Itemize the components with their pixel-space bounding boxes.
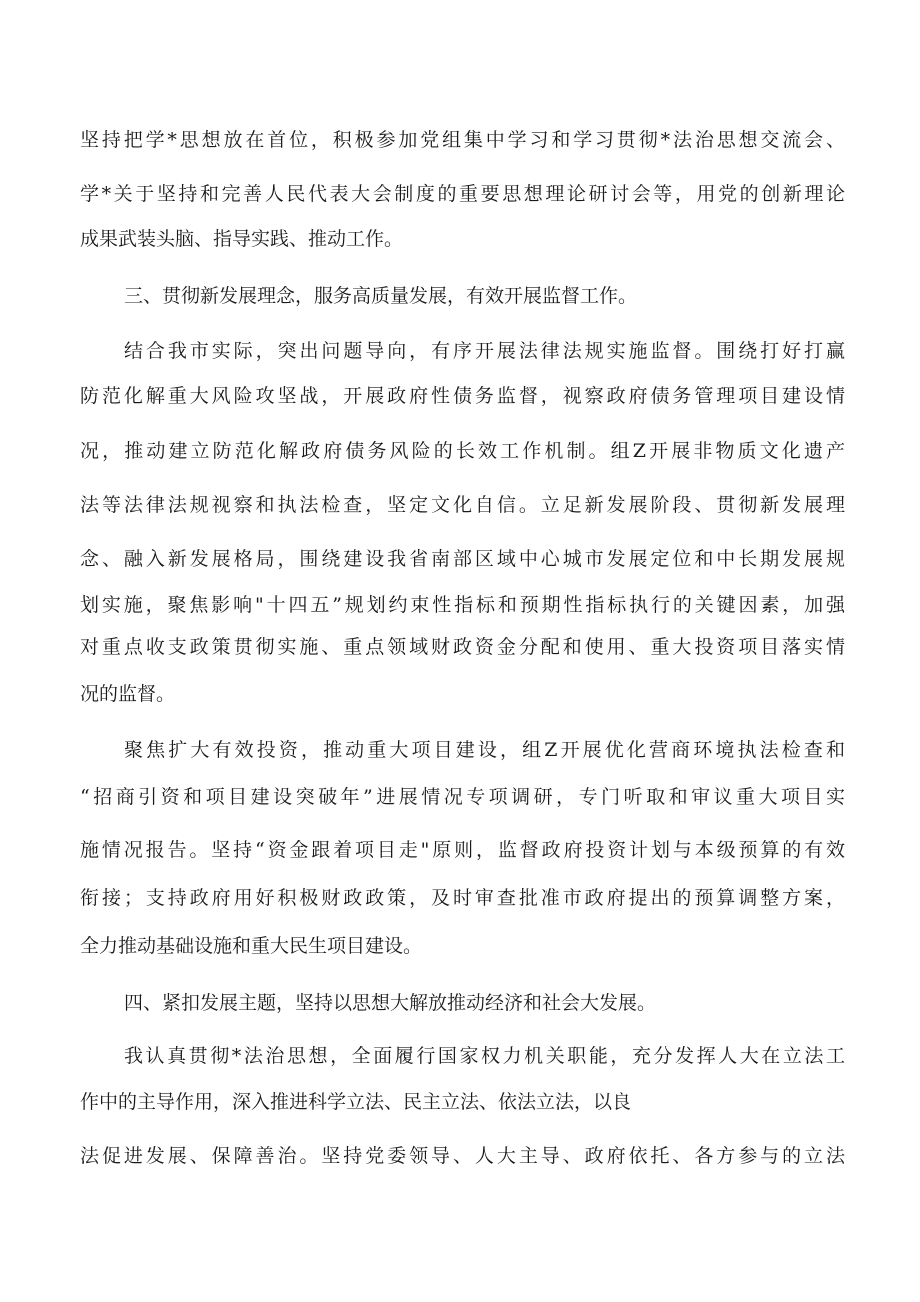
paragraph-line: 结合我市实际，突出问题导向，有序开展法律法规实施监督。围绕打好打赢 <box>124 340 845 362</box>
section-heading: 三、贯彻新发展理念，服务高质量发展，有效开展监督工作。 <box>124 285 638 307</box>
paragraph-line: 况，推动建立防范化解政府债务风险的长效工作机制。组Z开展非物质文化遗产 <box>80 440 845 462</box>
paragraph-line: 聚焦扩大有效投资，推动重大项目建设，组Z开展优化营商环境执法检查和 <box>124 739 845 761</box>
paragraph-line: 我认真贯彻*法治思想，全面履行国家权力机关职能，充分发挥人大在立法工 <box>124 1045 845 1067</box>
paragraph-line: 对重点收支政策贯彻实施、重点领域财政资金分配和使用、重大投资项目落实情 <box>80 636 845 658</box>
paragraph-line: 作中的主导作用，深入推进科学立法、民主立法、依法立法，以良 <box>80 1091 632 1113</box>
paragraph-line: 划实施，聚焦影响"十四五”规划约束性指标和预期性指标执行的关键因素，加强 <box>80 594 845 616</box>
paragraph-line: 学*关于坚持和完善人民代表大会制度的重要思想理论研讨会等，用党的创新理论 <box>80 183 845 205</box>
paragraph-line: 坚持把学*思想放在首位，积极参加党组集中学习和学习贯彻*法治思想交流会、 <box>80 129 845 151</box>
paragraph-line: 全力推动基础设施和重大民生项目建设。 <box>80 935 423 957</box>
paragraph-line: 成果武装头脑、指导实践、推动工作。 <box>80 228 404 250</box>
paragraph-line: 况的监督。 <box>80 683 176 705</box>
paragraph-line: 念、融入新发展格局，围绕建设我省南部区域中心城市发展定位和中长期发展规 <box>80 548 845 570</box>
paragraph-line: “招商引资和项目建设突破年”进展情况专项调研，专门听取和审议重大项目实 <box>80 786 845 808</box>
paragraph-line: 施情况报告。坚持“资金跟着项目走"原则，监督政府投资计划与本级预算的有效 <box>80 839 845 861</box>
section-heading: 四、紧扣发展主题，坚持以思想大解放推动经济和社会大发展。 <box>124 992 657 1014</box>
paragraph-line: 法促进发展、保障善治。坚持党委领导、人大主导、政府依托、各方参与的立法 <box>80 1145 845 1167</box>
paragraph-line: 防范化解重大风险攻坚战，开展政府性债务监督，视察政府债务管理项目建设情 <box>80 385 845 407</box>
paragraph-line: 衔接；支持政府用好积极财政政策，及时审查批准市政府提出的预算调整方案， <box>80 887 845 909</box>
paragraph-line: 法等法律法规视察和执法检查，坚定文化自信。立足新发展阶段、贯彻新发展理 <box>80 494 845 516</box>
